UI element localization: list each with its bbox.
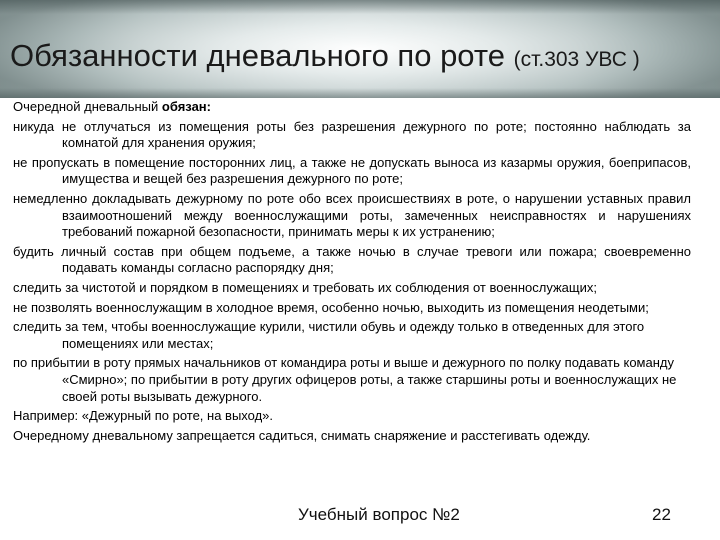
duty-item: следить за чистотой и порядком в помещениях и требовать их соблюдения от военнослужащих;: [13, 279, 597, 295]
duty-item: следить за тем, чтобы военнослужащие курили, чистили обувь и одежду только в отведенных для этого помещениях или местах;: [13, 319, 645, 351]
title-band: [0, 0, 720, 98]
example-line: Например: «Дежурный по роте, на выход».: [13, 408, 274, 424]
page-title-article: (ст.303 УВС ): [513, 48, 640, 71]
page-number: 22: [652, 505, 671, 524]
duty-item: никуда не отлучаться из помещения роты без разрешения дежурного по роте; постоянно наблюдать за комнатой для хранения оружия;: [13, 118, 691, 151]
duty-item: не позволять военнослужащим в холодное время, особенно ночью, выходить из помещения неодетыми;: [13, 299, 649, 315]
duties-content: [13, 99, 691, 447]
footer-label: Учебный вопрос №2: [298, 505, 460, 524]
page-title-main: Обязанности дневального по роте: [10, 38, 514, 73]
intro-prefix: Очередной дневальный: [13, 99, 162, 114]
duty-item: будить личный состав при общем подъеме, а также ночью в случае тревоги или пожара; своевременно подавать команды согласно распорядку дня;: [13, 243, 691, 276]
intro-emphasis: обязан:: [161, 99, 211, 114]
duty-item: немедленно докладывать дежурному по роте обо всех происшествиях в роте, о нарушении уставных правил взаимоотношений между военнослужащими роты, замеченных неисправностях и нарушениях требований пожарной безопасности, принимать меры к их устранению;: [13, 190, 691, 240]
duty-item: не пропускать в помещение посторонних лиц, а также не допускать выноса из казармы оружия, боеприпасов, имущества и вещей без разрешения дежурного по роте;: [13, 154, 691, 187]
page-title: [10, 38, 640, 78]
intro-line: [13, 99, 691, 116]
final-rule: Очередному дневальному запрещается садиться, снимать снаряжение и расстегивать одежду.: [13, 427, 591, 443]
duty-item: по прибытии в роту прямых начальников от командира роты и выше и дежурного по полку подавать команду «Смирно»; по прибытии в роту других офицеров роты, а также старшины роты и военнослужащих не своей роты вызывать дежурного.: [13, 355, 677, 404]
